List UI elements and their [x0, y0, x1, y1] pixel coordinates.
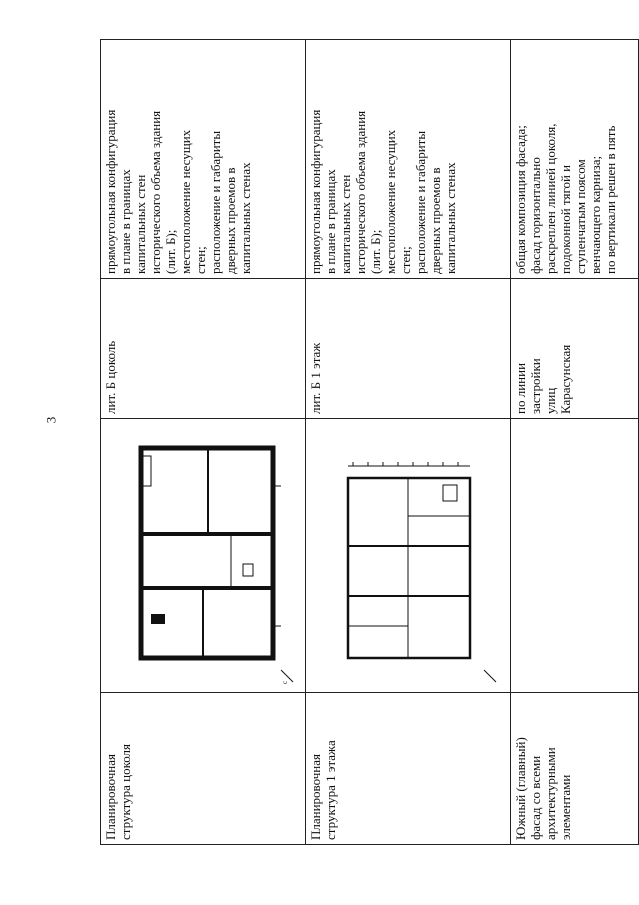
- cell-plan: [306, 419, 511, 693]
- table-row: [511, 40, 639, 845]
- cell-name: Планировочная структура 1 этажа: [306, 693, 511, 845]
- cell-location: лит. Б 1 этаж: [306, 279, 511, 419]
- first-floor-plan-image: [308, 425, 503, 687]
- cell-description: прямоугольная конфигурация в плане в границах капитальных стен исторического объема здания (лит. Б); местоположение несущих стен; расположение и габариты дверных проемов в капитальных стенах: [306, 40, 511, 279]
- cell-name: Южный (главный) фасад со всеми архитектурными элементами: [511, 693, 639, 845]
- protected-elements-table: [100, 39, 639, 845]
- cell-name: Планировочная структура цоколя: [101, 693, 306, 845]
- cell-plan-empty: [511, 419, 639, 693]
- rotated-table-container: [100, 40, 638, 845]
- cell-description: прямоугольная конфигурация в плане в границах капитальных стен исторического объема здания (лит. Б); местоположение несущих стен; расположение и габариты дверных проемов в капитальных стенах: [101, 40, 306, 279]
- table-row: [306, 40, 511, 845]
- table-row: [101, 40, 306, 845]
- north-label: с: [281, 681, 289, 685]
- cell-description: общая композиция фасада; фасад горизонтально раскреплен линией цоколя, подоконной тягой и ступенчатым поясом венчающего карниза; по вертикали решен в пять: [511, 40, 639, 279]
- cell-location: лит. Б цоколь: [101, 279, 306, 419]
- basement-floor-plan-image: [103, 425, 298, 687]
- page-number: 3: [43, 416, 59, 424]
- cell-plan: [101, 419, 306, 693]
- cell-location: по линии застройки улиц Карасунская: [511, 279, 639, 419]
